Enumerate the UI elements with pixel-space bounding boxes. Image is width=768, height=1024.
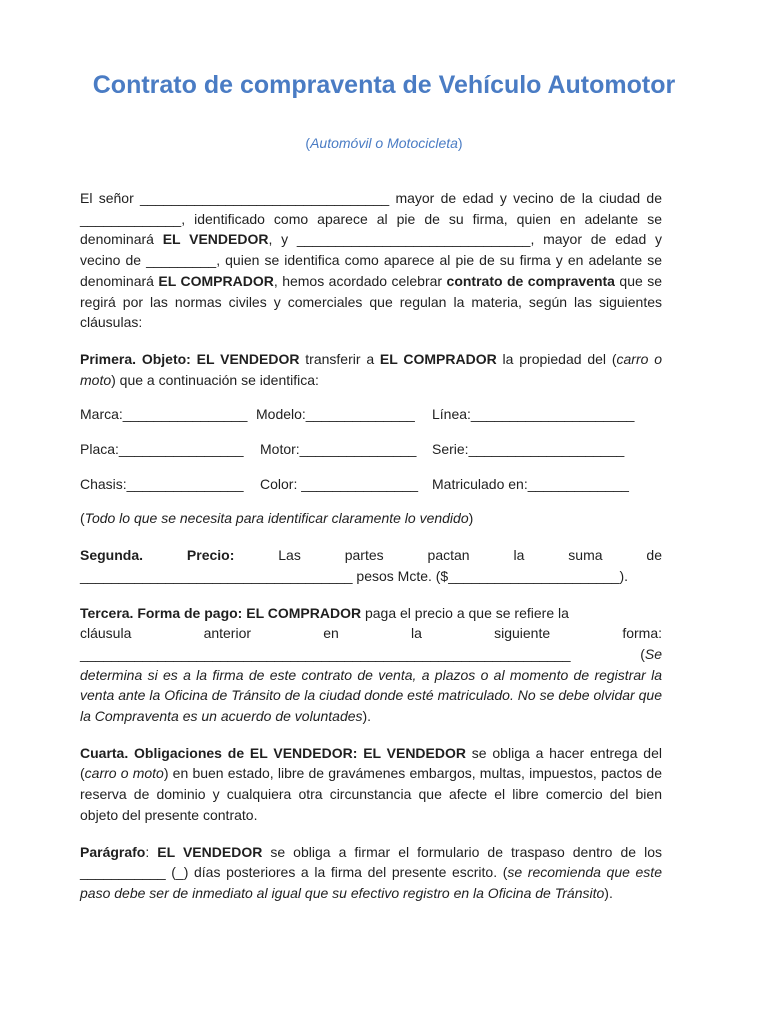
clause-tercera [80, 603, 662, 727]
subtitle-text: Automóvil o Motocicleta [310, 135, 458, 151]
field-chasis: Chasis:_______________ [80, 475, 244, 492]
intro-contrato: contrato de compraventa [446, 272, 615, 289]
intro-text-4: que se regirá por las normas civiles y comerciales que regulan la materia, según las siguientes cláusulas: [80, 272, 663, 331]
primera-italic: carro o moto [80, 350, 662, 388]
primera-text-1: transferir a [299, 350, 380, 367]
clause-primera [80, 349, 662, 390]
segunda-line-1 [80, 545, 662, 566]
field-marca: Marca:________________ [80, 406, 248, 423]
intro-vendedor: EL VENDEDOR [162, 231, 269, 248]
clause-segunda [80, 545, 662, 586]
vehicle-fields-row-2 [80, 439, 662, 460]
field-placa: Placa:________________ [80, 441, 244, 458]
tercera-line-1 [80, 603, 662, 624]
cuarta-heading: Cuarta. Obligaciones de EL VENDEDOR: EL VENDEDOR [80, 744, 466, 761]
vehicle-fields-row-3 [80, 474, 662, 495]
subtitle-close: ) [457, 135, 463, 151]
clause-cuarta [80, 743, 662, 826]
primera-heading: Primera. Objeto: EL VENDEDOR [80, 350, 300, 367]
segunda-word: de [646, 547, 662, 564]
document-subtitle [0, 134, 768, 152]
intro-text-1: El señor ________________________________ mayor de edad y vecino de la ciudad de _____________, identificado como aparece al pie de su firma, quien en adelante se denominará [80, 190, 662, 248]
identification-note [80, 508, 662, 529]
field-motor: Motor:_______________ [260, 441, 417, 458]
primera-text-2: la propiedad del ( [496, 350, 617, 367]
contract-body [80, 188, 662, 904]
primera-comprador: EL COMPRADOR [379, 350, 497, 367]
tercera-blank: _______________________________________________________________ ( [80, 645, 645, 662]
tercera-word: siguiente [494, 625, 551, 642]
paragrafo-text-2: ). [604, 884, 613, 901]
cuarta-italic: carro o moto [84, 765, 164, 782]
segunda-word: la [513, 547, 525, 564]
field-matriculado: Matriculado en:_____________ [432, 475, 629, 492]
paragrafo-colon: : [145, 843, 158, 860]
paragrafo-text-1: se obliga a firmar el formulario de traspaso dentro de los ___________ (_) días posteriores a la firma del presente escrito. ( [80, 843, 663, 881]
cuarta-text-2: ) en buen estado, libre de gravámenes embargos, multas, impuestos, pactos de reserva de dominio y cualquiera otra circunstancia que afecte el libre comercio del bien objeto del presente contrato. [80, 765, 662, 823]
field-linea: Línea:_____________________ [432, 406, 635, 423]
tercera-word: cláusula [80, 625, 132, 642]
vehicle-fields-row-1 [80, 404, 662, 425]
tercera-word: la [410, 625, 422, 642]
tercera-heading: Tercera. Forma de pago: EL COMPRADOR [80, 604, 362, 621]
field-modelo: Modelo:______________ [256, 406, 415, 423]
segunda-heading: Segunda. [80, 547, 144, 564]
cuarta-text-1: se obliga a hacer entrega del ( [80, 744, 662, 782]
intro-text-2: , y ______________________________, mayor de edad y vecino de _________, quien se identifica como aparece al pie de su firma y en adelante se denominará [80, 231, 662, 289]
intro-comprador: EL COMPRADOR [158, 272, 274, 289]
paragrafo-italic: se recomienda que este paso debe ser de inmediato al igual que su efectivo registro en la Oficina de Tránsito [80, 864, 662, 901]
tercera-text-2: ). [362, 708, 372, 725]
field-serie: Serie:____________________ [432, 441, 625, 458]
tercera-word: en [323, 625, 339, 642]
paragrafo-heading: Parágrafo [80, 843, 146, 860]
tercera-text-1: paga el precio a que se refiere la [361, 604, 569, 621]
tercera-italic: Se determina si es a la firma de este contrato de venta, a plazos o al momento de registrar la venta ante la Oficina de Tránsito de la ciudad donde esté matriculado. No se debe olvidar que la Compraventa es un acuerdo de voluntades [80, 645, 662, 725]
document-title: Contrato de compraventa de Vehículo Automotor [92, 71, 676, 99]
intro-paragraph [80, 188, 662, 333]
segunda-precio: Precio: [186, 547, 235, 564]
tercera-rest [80, 644, 662, 727]
note-text: Todo lo que se necesita para identificar claramente lo vendido [84, 510, 469, 527]
field-color: Color: _______________ [260, 475, 419, 492]
primera-text-3: ) que a continuación se identifica: [111, 371, 319, 388]
clause-paragrafo [80, 842, 662, 904]
segunda-word: pactan [427, 547, 470, 564]
tercera-line-2 [80, 623, 662, 644]
subtitle-open: ( [305, 135, 311, 151]
segunda-word: suma [568, 547, 603, 564]
segunda-word: Las [278, 547, 301, 564]
segunda-word: partes [344, 547, 384, 564]
intro-text-3: , hemos acordado celebrar [273, 272, 447, 289]
note-open: ( [80, 510, 85, 527]
tercera-word: forma: [622, 625, 662, 642]
paragrafo-vendedor: EL VENDEDOR [157, 843, 263, 860]
note-close: ) [468, 510, 474, 527]
segunda-line-2: ___________________________________ pesos Mcte. ($______________________). [80, 567, 629, 584]
tercera-word: anterior [203, 625, 252, 642]
